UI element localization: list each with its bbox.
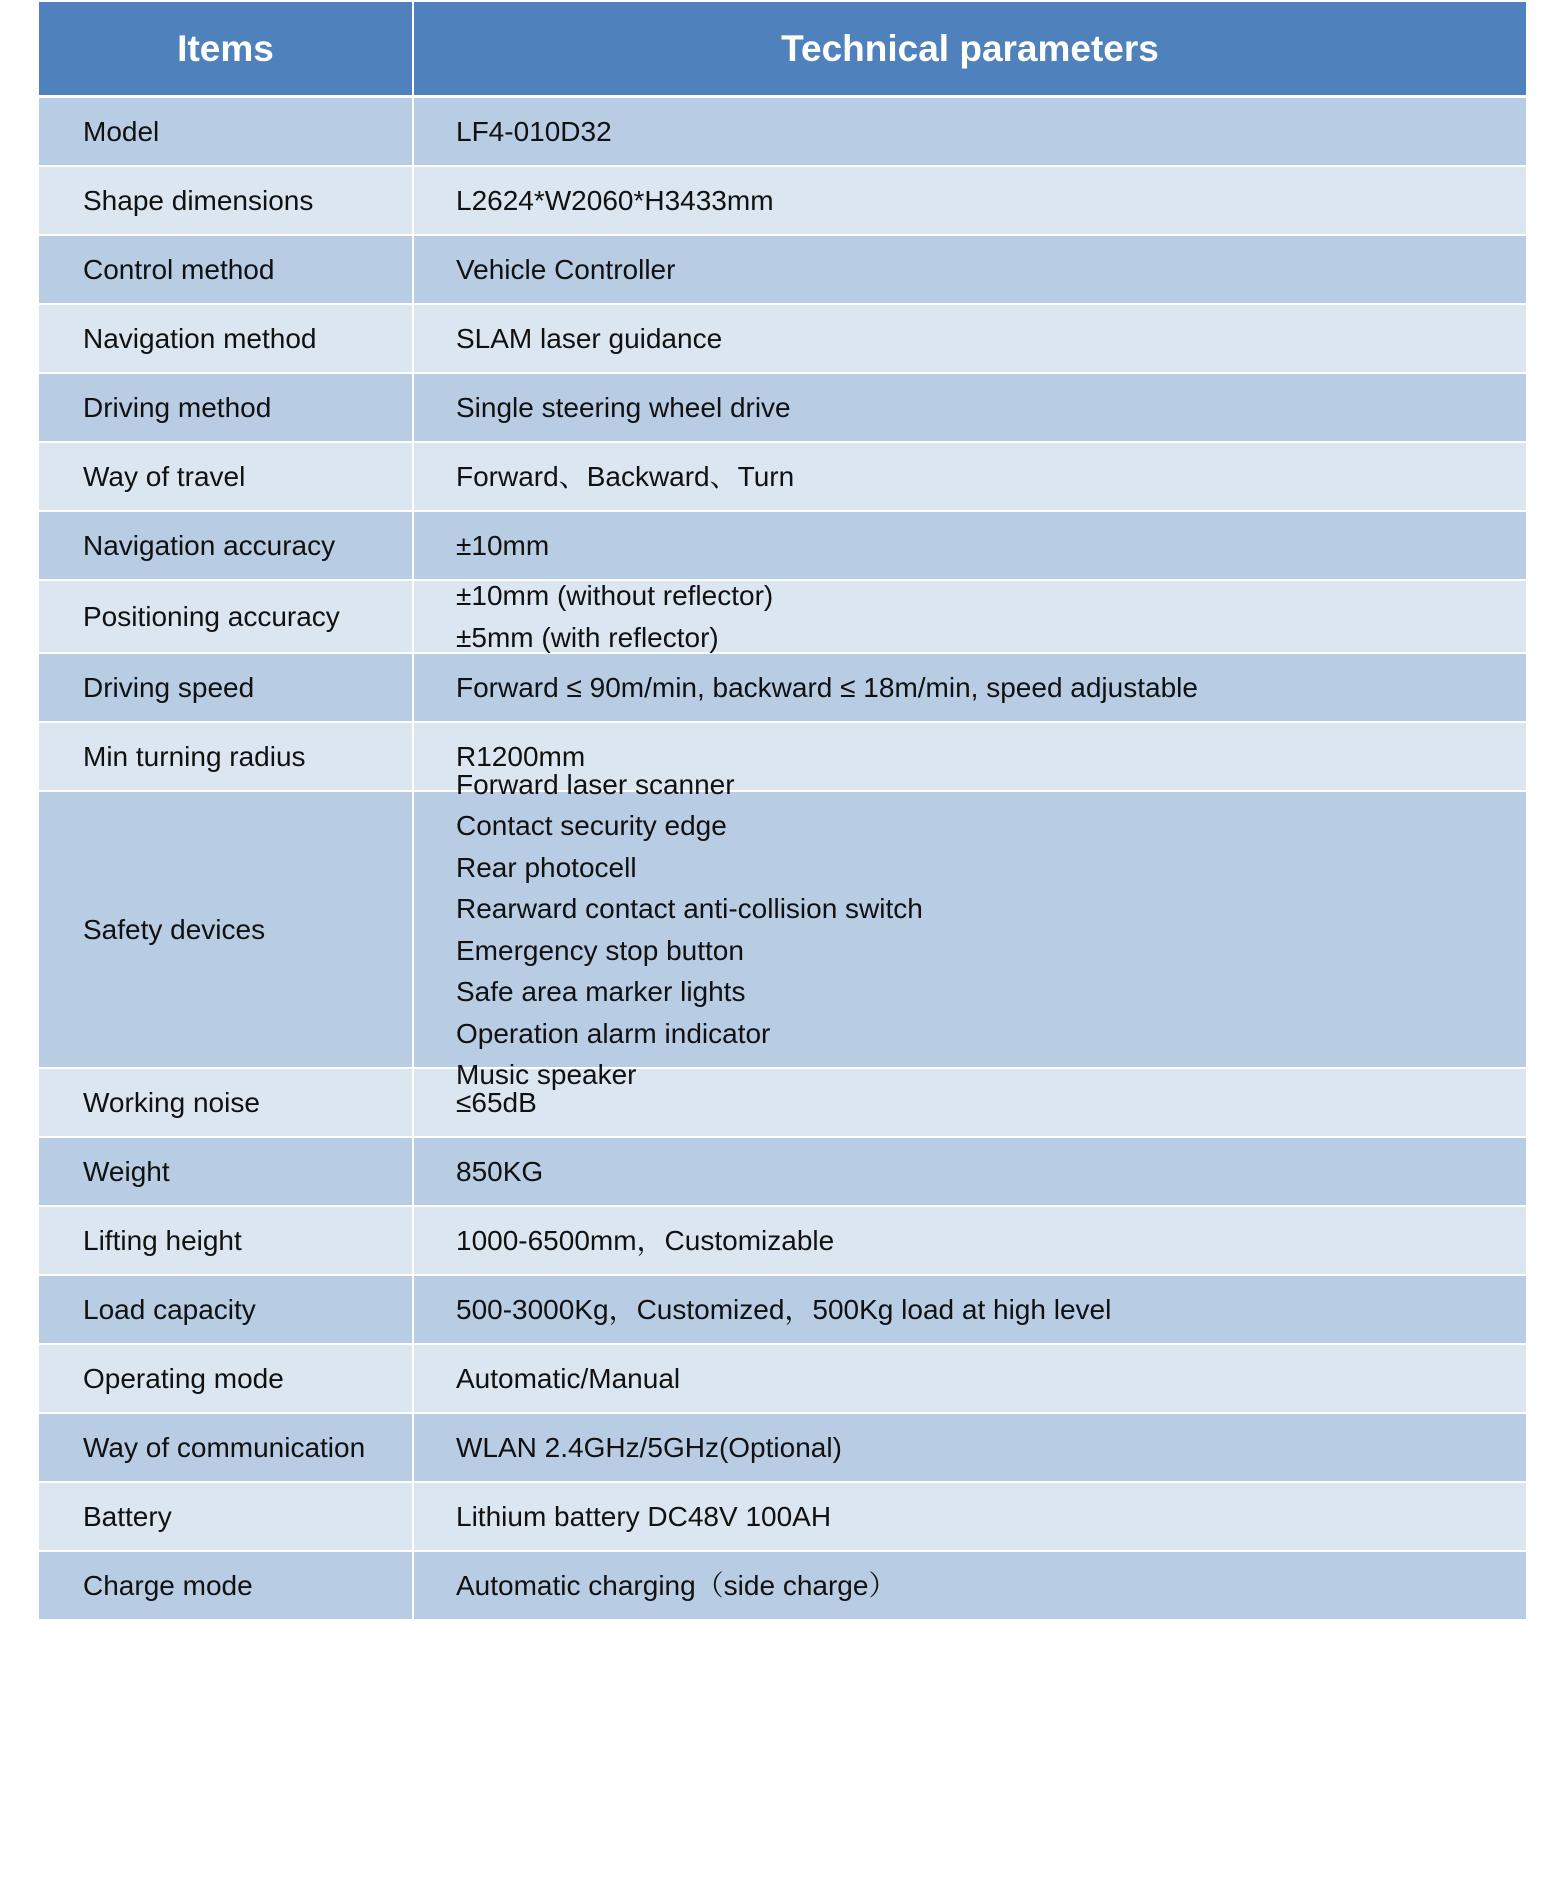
table-row — [39, 581, 1526, 654]
item-label: Working noise — [39, 1069, 414, 1136]
parameter-value — [414, 512, 1526, 579]
table-row — [39, 98, 1526, 167]
parameter-value — [414, 374, 1526, 441]
parameter-value — [414, 305, 1526, 372]
table-row — [39, 167, 1526, 236]
item-label: Way of travel — [39, 443, 414, 510]
parameter-value — [414, 1483, 1526, 1550]
table-row — [39, 768, 1526, 1090]
parameter-value — [414, 443, 1526, 510]
parameter-line: Automatic charging（side charge） — [456, 1569, 897, 1601]
table-row — [39, 723, 1526, 792]
parameter-value — [414, 1345, 1526, 1412]
item-label: Navigation accuracy — [39, 512, 414, 579]
parameter-line: ±5mm (with reflector) — [456, 621, 719, 653]
parameter-value — [414, 1138, 1526, 1205]
table-row — [39, 1207, 1526, 1276]
table-row — [39, 236, 1526, 305]
table-row — [39, 1414, 1526, 1483]
parameter-line: WLAN 2.4GHz/5GHz(Optional) — [456, 1431, 842, 1463]
item-label: Lifting height — [39, 1207, 414, 1274]
parameter-value — [414, 1552, 1526, 1619]
table-row — [39, 374, 1526, 443]
item-label: Shape dimensions — [39, 167, 414, 234]
parameter-value — [414, 581, 1526, 652]
header-items: Items — [39, 2, 414, 95]
item-label: Min turning radius — [39, 723, 414, 790]
item-label: Operating mode — [39, 1345, 414, 1412]
parameter-line: 850KG — [456, 1155, 544, 1187]
parameter-line: Automatic/Manual — [456, 1362, 681, 1394]
parameter-line: Safe area marker lights — [456, 976, 746, 1007]
parameter-line: R1200mm — [456, 740, 586, 772]
parameter-line: SLAM laser guidance — [456, 322, 723, 354]
table-header — [39, 2, 1526, 98]
item-label: Driving method — [39, 374, 414, 441]
table-row — [39, 1552, 1526, 1621]
parameter-value — [414, 1276, 1526, 1343]
parameter-line: Lithium battery DC48V 100AH — [456, 1500, 832, 1532]
parameter-line: Operation alarm indicator — [456, 1017, 771, 1049]
parameter-line: Vehicle Controller — [456, 253, 676, 285]
table-row — [39, 1483, 1526, 1552]
item-label: Control method — [39, 236, 414, 303]
parameter-line: ±10mm (without reflector) — [456, 580, 774, 611]
parameter-line: L2624*W2060*H3433mm — [456, 184, 774, 216]
parameter-value — [414, 654, 1526, 721]
table-row — [39, 305, 1526, 374]
item-label: Positioning accuracy — [39, 581, 414, 652]
parameter-line: Forward、Backward、Turn — [456, 460, 795, 492]
parameter-value — [414, 1069, 1526, 1136]
parameter-line: ≤65dB — [456, 1086, 537, 1118]
parameter-line: Contact security edge — [456, 810, 727, 841]
table-row — [39, 1069, 1526, 1138]
parameter-value — [414, 236, 1526, 303]
parameter-line: Music speaker — [456, 1059, 637, 1090]
item-label: Load capacity — [39, 1276, 414, 1343]
parameter-line: Emergency stop button — [456, 934, 744, 966]
parameter-value — [414, 167, 1526, 234]
table-row — [39, 512, 1526, 581]
table-row — [39, 443, 1526, 512]
table-row — [39, 1345, 1526, 1414]
item-label: Charge mode — [39, 1552, 414, 1619]
parameter-line: Rearward contact anti-collision switch — [456, 893, 923, 924]
table-row — [39, 1138, 1526, 1207]
spec-table — [39, 2, 1526, 1621]
item-label: Way of communication — [39, 1414, 414, 1481]
parameter-line: 1000-6500mm，Customizable — [456, 1224, 835, 1256]
table-row — [39, 1276, 1526, 1345]
parameter-value — [414, 1414, 1526, 1481]
parameter-line: ±10mm — [456, 529, 550, 561]
parameter-value — [414, 1207, 1526, 1274]
parameter-line: LF4-010D32 — [456, 115, 612, 147]
table-body — [39, 98, 1526, 1621]
item-label: Driving speed — [39, 654, 414, 721]
parameter-value — [414, 98, 1526, 165]
parameter-line: Rear photocell — [456, 851, 637, 883]
parameter-line: Forward laser scanner — [456, 768, 735, 800]
parameter-line: Forward ≤ 90m/min, backward ≤ 18m/min, speed adjustable — [456, 671, 1198, 703]
item-label: Weight — [39, 1138, 414, 1205]
parameter-line: Single steering wheel drive — [456, 391, 791, 423]
header-technical-parameters: Technical parameters — [781, 27, 1159, 69]
item-label: Battery — [39, 1483, 414, 1550]
parameter-value — [414, 768, 1526, 1090]
parameter-line: 500-3000Kg，Customized，500Kg load at high level — [456, 1293, 1112, 1325]
item-label: Model — [39, 98, 414, 165]
item-label: Safety devices — [39, 792, 414, 1067]
item-label: Navigation method — [39, 305, 414, 372]
table-row — [39, 654, 1526, 723]
